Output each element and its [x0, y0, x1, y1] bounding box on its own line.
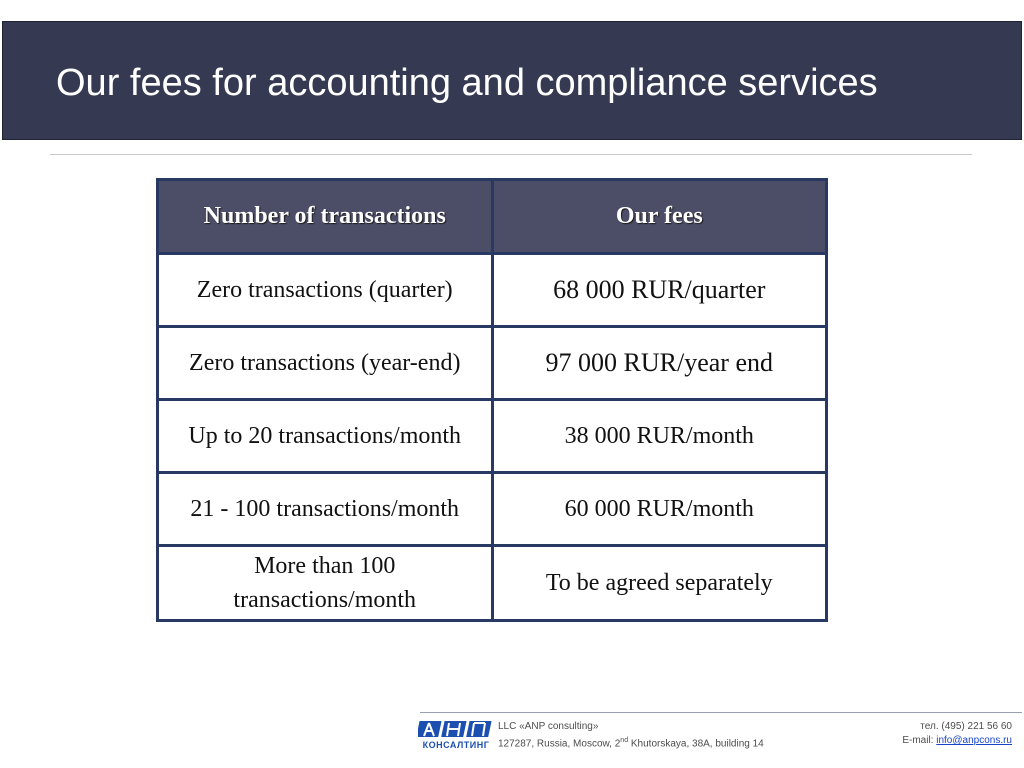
page-title: Our fees for accounting and compliance services	[56, 62, 878, 104]
fee-cell: 97 000 RUR/year end	[492, 327, 827, 400]
transactions-cell: Zero transactions (quarter)	[158, 254, 493, 327]
footer-divider	[420, 712, 1022, 713]
fee-cell: To be agreed separately	[492, 546, 827, 621]
table-row	[158, 327, 827, 400]
table-row	[158, 254, 827, 327]
contacts	[902, 720, 1012, 748]
email-link[interactable]: info@anpcons.ru	[936, 735, 1012, 746]
table-row	[158, 400, 827, 473]
phone-number: тел. (495) 221 56 60	[920, 721, 1012, 732]
fee-cell: 68 000 RUR/quarter	[492, 254, 827, 327]
anp-consulting-logo	[418, 719, 494, 749]
address-line: 127287, Russia, Moscow, 2nd Khutorskaya, 38A, building 14	[498, 737, 764, 750]
table-row	[158, 546, 827, 621]
transactions-cell: Up to 20 transactions/month	[158, 400, 493, 473]
fees-table	[156, 178, 828, 622]
transactions-cell: Zero transactions (year-end)	[158, 327, 493, 400]
table-row	[158, 473, 827, 546]
table-header-row	[158, 180, 827, 254]
column-header-fees: Our fees	[492, 180, 827, 254]
company-address	[498, 720, 764, 751]
email-line: E-mail: info@anpcons.ru	[902, 735, 1012, 746]
fee-cell: 38 000 RUR/month	[492, 400, 827, 473]
svg-text:КОНСАЛТИНГ: КОНСАЛТИНГ	[422, 740, 490, 749]
transactions-cell: 21 - 100 transactions/month	[158, 473, 493, 546]
column-header-transactions: Number of transactions	[158, 180, 493, 254]
title-divider	[50, 154, 972, 155]
company-name: LLC «ANP consulting»	[498, 721, 599, 732]
transactions-cell: More than 100 transactions/month	[158, 546, 493, 621]
fee-cell: 60 000 RUR/month	[492, 473, 827, 546]
